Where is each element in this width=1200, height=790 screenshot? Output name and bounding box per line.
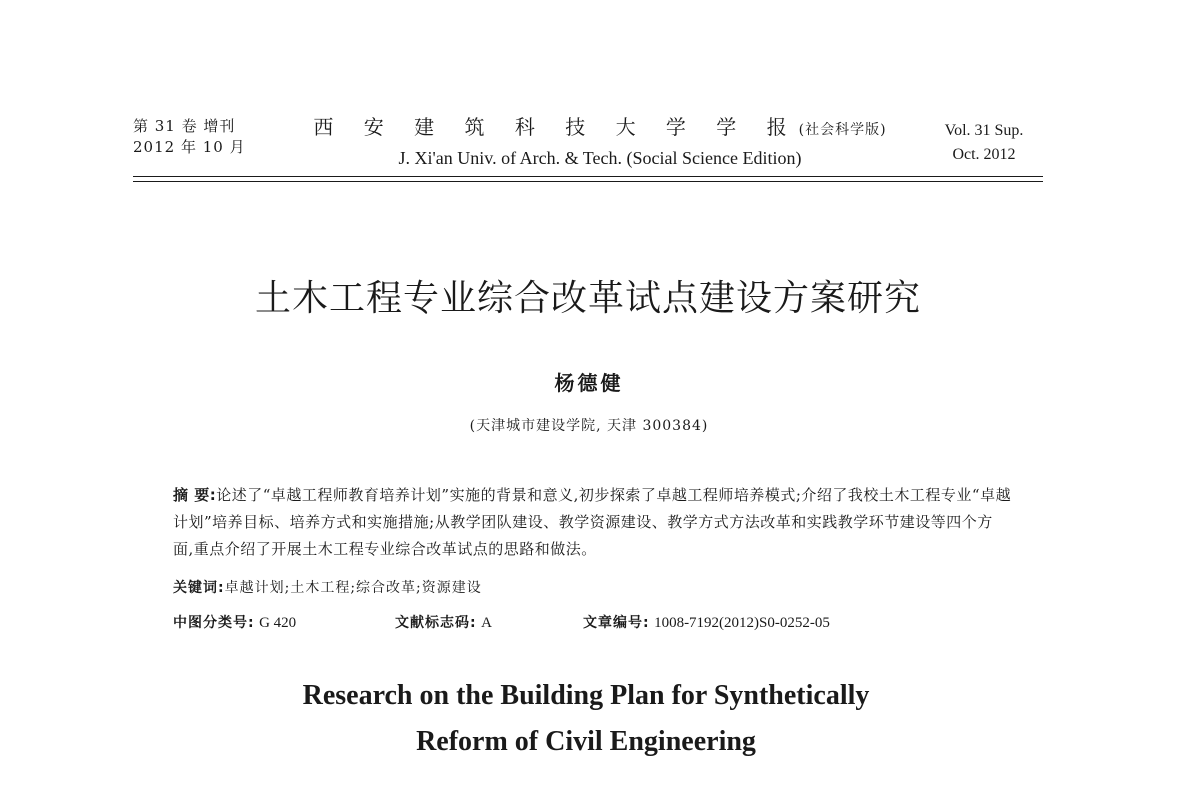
journal-subtitle-cn: (社会科学版) bbox=[798, 122, 887, 138]
clc-label: 中图分类号: bbox=[173, 615, 255, 631]
author-affiliation: (天津城市建设学院, 天津 300384) bbox=[469, 418, 709, 434]
header-rule-thick bbox=[133, 176, 1043, 177]
article-no-value: 1008-7192(2012)S0-0252-05 bbox=[654, 615, 830, 631]
doc-code-label: 文献标志码: bbox=[395, 615, 477, 631]
doc-code-value: A bbox=[481, 615, 492, 631]
author-name: 杨德健 bbox=[554, 371, 624, 395]
header-volume-date-en bbox=[934, 119, 1034, 167]
header-rule-thin bbox=[133, 181, 1043, 182]
keywords-label: 关键词: bbox=[173, 580, 225, 596]
keywords bbox=[173, 577, 482, 597]
header-volume-date bbox=[133, 116, 246, 158]
volume-cn: 第 31 卷 增刊 bbox=[133, 117, 236, 135]
clc-value: G 420 bbox=[259, 615, 297, 631]
journal-name-en: J. Xi'an Univ. of Arch. & Tech. (Social Science Edition) bbox=[398, 148, 802, 168]
journal-title-cn: 西 安 建 筑 科 技 大 学 学 报 bbox=[313, 115, 799, 139]
abstract bbox=[173, 482, 1013, 563]
journal-name-cn bbox=[310, 114, 890, 143]
volume-en: Vol. 31 Sup. bbox=[944, 122, 1024, 139]
abstract-text: 论述了“卓越工程师教育培养计划”实施的背景和意义,初步探索了卓越工程师培养模式;介绍了我校土木工程专业“卓越计划”培养目标、培养方式和实施措施;从教学团队建设、教学资源建设、教学方式方法改革和实践教学环节建设等四个方面,重点介绍了开展土木工程专业综合改革试点的思路和做法。 bbox=[173, 486, 1012, 558]
article-no-label: 文章编号: bbox=[583, 615, 650, 631]
date-en: Oct. 2012 bbox=[952, 146, 1016, 163]
keywords-text: 卓越计划;土木工程;综合改革;资源建设 bbox=[224, 580, 482, 596]
clc-number bbox=[173, 612, 296, 632]
date-cn: 2012 年 10 月 bbox=[133, 138, 246, 156]
abstract-label: 摘 要: bbox=[173, 486, 217, 504]
journal-header bbox=[310, 114, 890, 171]
article-title-cn: 土木工程专业综合改革试点建设方案研究 bbox=[254, 278, 921, 319]
document-code bbox=[395, 612, 492, 632]
article-title-en-line2: Reform of Civil Engineering bbox=[416, 726, 756, 757]
article-number bbox=[583, 612, 830, 632]
article-title-en-line1: Research on the Building Plan for Synthetically bbox=[302, 680, 870, 711]
